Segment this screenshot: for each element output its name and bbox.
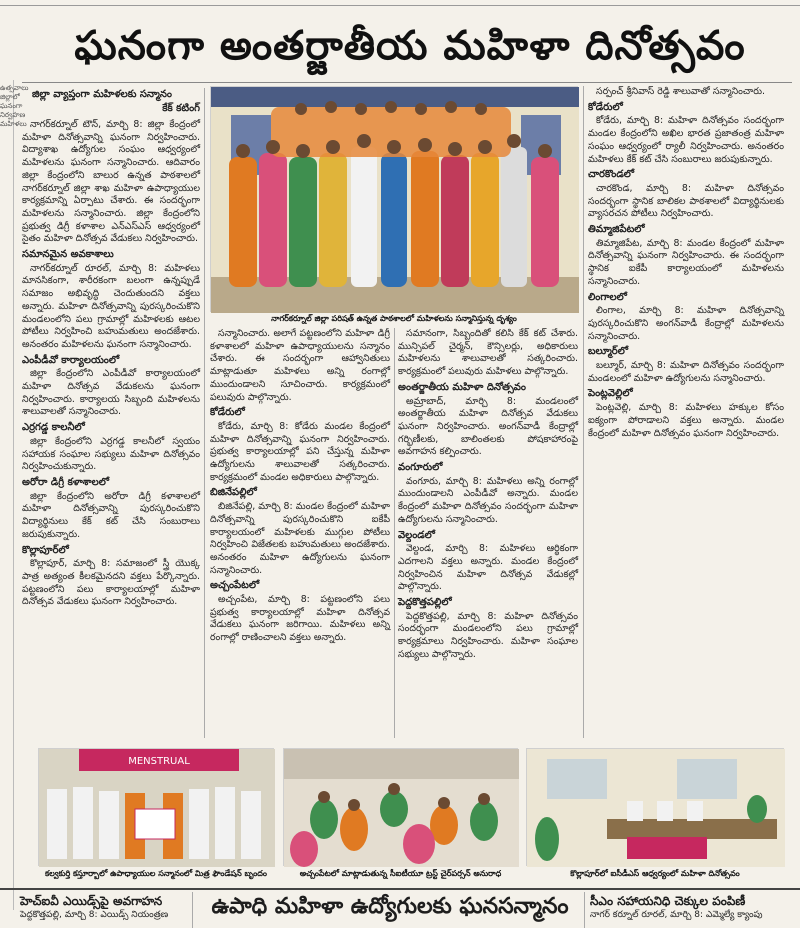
subheading: వెల్దండలో — [398, 529, 435, 541]
subheading: పెంట్లవెల్లిలో — [588, 388, 633, 400]
bottom-left-headline: హెచ్‌ఐవీ ఎయిడ్స్‌పై అవగాహన — [20, 894, 163, 908]
article-paragraph: బల్మూర్, మార్చి 8: మహిళా దినోత్సవం సందర్భంగా మండలంలో మహిళా ఉద్యోగులను సన్మానించారు. — [588, 360, 784, 384]
article-paragraph: నాగర్‌కర్నూల్ టౌన్, మార్చి 8: జిల్లా కేంద్రంలో మహిళా దినోత్సవాన్ని ఘనంగా నిర్వహించారు. విద్యాశాఖ ఉద్యోగుల సంఘం ఆధ్వర్యంలో మహిళలను ఘనంగా సన్మానించారు. ఆదివారం జిల్లా కేంద్రంలోని బాలుర ఉన్నత పాఠశాలలో నాగర్‌కర్నూల్ జిల్లా శాఖ మహిళా ఉపాధ్యాయుల కార్యక్రమాన్ని ఏర్పాటు చేశారు. ఈ సందర్భంగా మహిళలను సన్మానించారు. జిల్లా కేంద్రంలోని ప్రభుత్వ డిగ్రీ కళాశాల ఎన్ఎస్ఎస్ ఆధ్వర్యంలో సైతం మహిళా దినోత్సవ వేడుకలు నిర్వహించారు. — [22, 119, 200, 245]
summary-bullets — [22, 88, 200, 116]
subheading: అచ్చంపేటలో — [210, 580, 260, 592]
subheading: వంగూరులో — [398, 462, 443, 474]
bottom-photo-3-caption: కొల్లాపూర్‌లో ఐసీడీఎస్ ఆధ్వర్యంలో మహిళా దినోత్సవం — [570, 869, 740, 878]
subheading: కోడేరులో — [210, 407, 245, 419]
subheading: పెద్దకొత్తపల్లిలో — [398, 597, 452, 609]
bullet-1: జిల్లా వ్యాప్తంగా మహిళలకు సన్మానం — [32, 89, 172, 100]
bottom-photo-1 — [38, 748, 274, 866]
bottom-photo-2-illustration — [284, 749, 519, 867]
column-3 — [398, 328, 578, 738]
column-divider — [583, 86, 584, 738]
banner-text: MENSTRUAL — [128, 756, 190, 767]
article-paragraph: లింగాల, మార్చి 8: మహిళా దినోత్సవాన్ని పురస్కరించుకొని అంగన్‌వాడీ కేంద్రాల్లో మహిళలను సన్మానించారు. — [588, 305, 784, 342]
subheading: కొల్లాపూర్‌లో — [22, 544, 69, 556]
bottom-photo-1-illustration — [39, 749, 275, 867]
main-photo-group-of-women — [210, 86, 578, 312]
article-paragraph: చారకొండ, మార్చి 8: మహిళా దినోత్సవం సందర్భంగా స్థానిక బాలికల పాఠశాలలో విద్యార్థినులకు వ్యాసరచన పోటీలు నిర్వహించారు. — [588, 182, 784, 220]
subheading: సమానమైన అవకాశాలు — [22, 249, 114, 261]
bottom-photo-1-caption: కల్వకుర్తి కస్తూర్బాలో ఉపాధ్యాయుల సన్మానంలో మిత్ర ఫౌండేషన్ బృందం — [45, 869, 267, 878]
article-paragraph: కోడేరు, మార్చి 8: మహిళా దినోత్సవం సందర్భంగా మండల కేంద్రంలోని అఖిల భారత ప్రజాతంత్ర మహిళా సంఘం ఆధ్వర్యంలో ర్యాలీ నిర్వహించారు. అనంతరం మహిళలు కేక్ కట్ చేసి సంబురాలు జరుపుకున్నారు. — [588, 115, 784, 165]
column-1 — [22, 88, 200, 738]
bottom-right-text: నాగర్ కర్నూల్ రూరల్, మార్చి 8: ఎమ్మెల్యే క్యాంపు — [590, 910, 763, 920]
bottom-photo-3 — [526, 748, 784, 866]
column-divider — [204, 88, 205, 738]
bullet-2: కేక్ కటింగ్ — [162, 103, 200, 114]
article-paragraph: జిల్లా కేంద్రంలోని అరోరా డిగ్రీ కళాశాలలో మహిళా దినోత్సవాన్ని పురస్కరించుకొని విద్యార్థినులు కేక్ కట్ చేసి సంబురాలు జరుపుకున్నారు. — [22, 490, 200, 540]
subheading: చారకొండలో — [588, 169, 635, 181]
main-photo-caption: నాగర్‌కర్నూల్ జిల్లా పరిషత్ ఉన్నత పాఠశాలలో మహిళలను సన్మానిస్తున్న దృశ్యం — [271, 314, 517, 323]
subheading: కోడేరులో — [588, 101, 623, 113]
article-paragraph: కొల్లాపూర్, మార్చి 8: సమాజంలో స్త్రీ యొక్క పాత్ర అత్యంత కీలకమైనదని వక్తలు పేర్కొన్నారు. పట్టణంలోని పలు కార్యాలయాల్లో మహిళా దినోత్సవ వేడుకలు ఘనంగా నిర్వహించారు. — [22, 558, 200, 608]
article-paragraph: పెద్దకొత్తపల్లి, మార్చి 8: మహిళా దినోత్సవం సందర్భంగా మండలంలోని పలు గ్రామాల్లో కార్యక్రమాలు నిర్వహించారు. మహిళా సంఘాల సభ్యులు పాల్గొన్నారు. — [398, 610, 578, 660]
subheading: అంతర్జాతీయ మహిళా దినోత్సవం — [398, 381, 526, 393]
column-divider — [584, 892, 585, 928]
article-paragraph: సన్మానించారు. అలాగే పట్టణంలోని మహిళా డిగ్రీ కళాశాలలో మహిళా ఉపాధ్యాయులను సన్మానం చేశారు. ఈ సందర్భంగా ఆహ్వానితులు మాట్లాడుతూ మహిళలు అన్ని రంగాల్లో ముందుండాలని సూచించారు. కార్యక్రమంలో పలువురు పాల్గొన్నారు. — [210, 328, 390, 403]
bottom-photo-2 — [283, 748, 518, 866]
subheading: లింగాలలో — [588, 291, 627, 303]
bottom-right-article — [590, 894, 790, 928]
article-paragraph: వంగూరు, మార్చి 8: మహిళలు అన్ని రంగాల్లో ముందుండాలని ఎంపీడీవో అన్నారు. మండల కేంద్రంలో మహిళా దినోత్సవం సందర్భంగా మహిళా ఉద్యోగులను సన్మానించారు. — [398, 475, 578, 525]
subheading: ఎంపీడీవో కార్యాలయంలో — [22, 354, 120, 366]
bottom-left-article — [20, 894, 185, 928]
headline-rule — [22, 82, 792, 83]
column-2 — [210, 328, 390, 738]
article-paragraph: పెంట్లవెల్లి, మార్చి 8: మహిళలు హక్కుల కోసం ఐక్యంగా పోరాడాలని వక్తలు అన్నారు. మండల కేంద్రంలో మహిళా దినోత్సవం ఘనంగా నిర్వహించారు. — [588, 402, 784, 439]
subheading: అరోరా డిగ్రీ కళాశాలలో — [22, 476, 109, 488]
bottom-photo-2-caption: అచ్చంపేటలో మాట్లాడుతున్న సీఐటీయూ ట్రస్ట్ చైర్‌పర్సన్ అనురాధ — [299, 869, 502, 878]
subheading: బిజినేపల్లిలో — [210, 487, 257, 499]
bottom-center-headline: ఉపాధి మహిళా ఉద్యోగులకు ఘనసన్మానం — [211, 894, 569, 919]
column-4 — [588, 86, 784, 738]
column-divider — [394, 328, 395, 738]
bottom-right-headline: సీఎం సహాయనిధి చెక్కుల పంపిణీ — [590, 894, 746, 908]
subheading: ఎర్రగడ్డ కాలనీలో — [22, 422, 85, 434]
page-edge-text: ఉత్సవాలు జిల్లాలో ఘనంగా నిర్వహణ మహిళలు — [0, 80, 14, 910]
article-paragraph: తిమ్మాజిపేట, మార్చి 8: మండల కేంద్రంలో మహిళా దినోత్సవాన్ని ఘనంగా నిర్వహించారు. ఈ సందర్భంగా స్థానిక ఐకేపీ కార్యాలయంలో మహిళలను సన్మానించారు. — [588, 237, 784, 287]
bottom-left-text: పెద్దకొత్తపల్లి, మార్చి 8: ఎయిడ్స్ నియంత్రణ — [20, 910, 169, 920]
subheading: తిమ్మాజిపేటలో — [588, 224, 645, 236]
column-divider — [192, 892, 193, 928]
article-paragraph: అమ్రాబాద్, మార్చి 8: మండలంలో అంతర్జాతీయ మహిళా దినోత్సవ వేడుకలు ఘనంగా నిర్వహించారు. అంగన్‌వాడీ కేంద్రాల్లో గర్భిణీలకు, బాలింతలకు పోషకాహారంపై అవగాహన కల్పించారు. — [398, 395, 578, 458]
bottom-photo-3-illustration — [527, 749, 785, 867]
page-headline: ఘనంగా అంతర్జాతీయ మహిళా దినోత్సవం — [74, 23, 746, 69]
article-paragraph: బిజినేపల్లి, మార్చి 8: మండల కేంద్రంలో మహిళా దినోత్సవాన్ని పురస్కరించుకొని ఐకేపీ కార్యాలయంలో మహిళలకు ముగ్గుల పోటీలు నిర్వహించి విజేతలకు బహుమతులు అందజేశారు. అనంతరం మహిళా ఉద్యోగులను ఘనంగా సన్మానించారు. — [210, 501, 390, 576]
article-paragraph: సమానంగా, సిబ్బందితో కలిసి కేక్ కట్ చేశారు. మున్సిపల్ చైర్మన్, కౌన్సిలర్లు, అధికారులు మహిళలను శాలువాలతో సత్కరించారు. కార్యక్రమంలో పలువురు మహిళలు పాల్గొన్నారు. — [398, 328, 578, 378]
article-paragraph: కోడేరు, మార్చి 8: కోడేరు మండల కేంద్రంలో మహిళా దినోత్సవాన్ని ఘనంగా నిర్వహించారు. ప్రభుత్వ కార్యాలయాల్లో పని చేస్తున్న మహిళా ఉద్యోగులను శాలువాలతో సత్కరించారు. కార్యక్రమంలో మండల అధికారులు పాల్గొన్నారు. — [210, 420, 390, 483]
subheading: బల్మూర్‌లో — [588, 346, 629, 358]
main-photo-illustration — [211, 87, 579, 313]
article-paragraph: జిల్లా కేంద్రంలోని ఎర్రగడ్డ కాలనీలో స్వయం సహాయక సంఘాల సభ్యులు మహిళా దినోత్సవం నిర్వహించుకున్నారు. — [22, 435, 200, 473]
top-rule — [0, 0, 800, 6]
article-paragraph: సర్పంచ్ శ్రీనివాస్ రెడ్డి శాలువాతో సన్మానించారు. — [596, 86, 765, 97]
article-paragraph: అచ్చంపేట, మార్చి 8: పట్టణంలోని పలు ప్రభుత్వ కార్యాలయాల్లో మహిళా దినోత్సవ వేడుకలు ఘనంగా జరిగాయి. మహిళలు అన్ని రంగాల్లో రాణించాలని వక్తలు అన్నారు. — [210, 594, 390, 644]
article-paragraph: నాగర్‌కర్నూల్ రూరల్, మార్చి 8: మహిళలు మానసికంగా, శారీరకంగా బలంగా ఉన్నప్పుడే సమాజం అభివృద్ధి చెందుతుందని వక్తలు అన్నారు. మహిళా దినోత్సవాన్ని పురస్కరించుకొని మండలంలోని పలు గ్రామాల్లో మహిళలకు ఆటల పోటీలు నిర్వహించి బహుమతులు అందజేశారు. అనంతరం మహిళలను ఘనంగా సన్మానించారు. — [22, 262, 200, 350]
article-paragraph: జిల్లా కేంద్రంలోని ఎంపీడీవో కార్యాలయంలో మహిళా దినోత్సవ వేడుకలను ఘనంగా నిర్వహించారు. కార్యాలయ సిబ్బంది మహిళలను శాలువాలతో సన్మానించారు. — [22, 368, 200, 418]
article-paragraph: వెల్దండ, మార్చి 8: మహిళలు ఆర్థికంగా ఎదగాలని వక్తలు అన్నారు. మండల కేంద్రంలో నిర్వహించిన మహిళా దినోత్సవ వేడుకల్లో పాల్గొన్నారు. — [398, 543, 578, 593]
